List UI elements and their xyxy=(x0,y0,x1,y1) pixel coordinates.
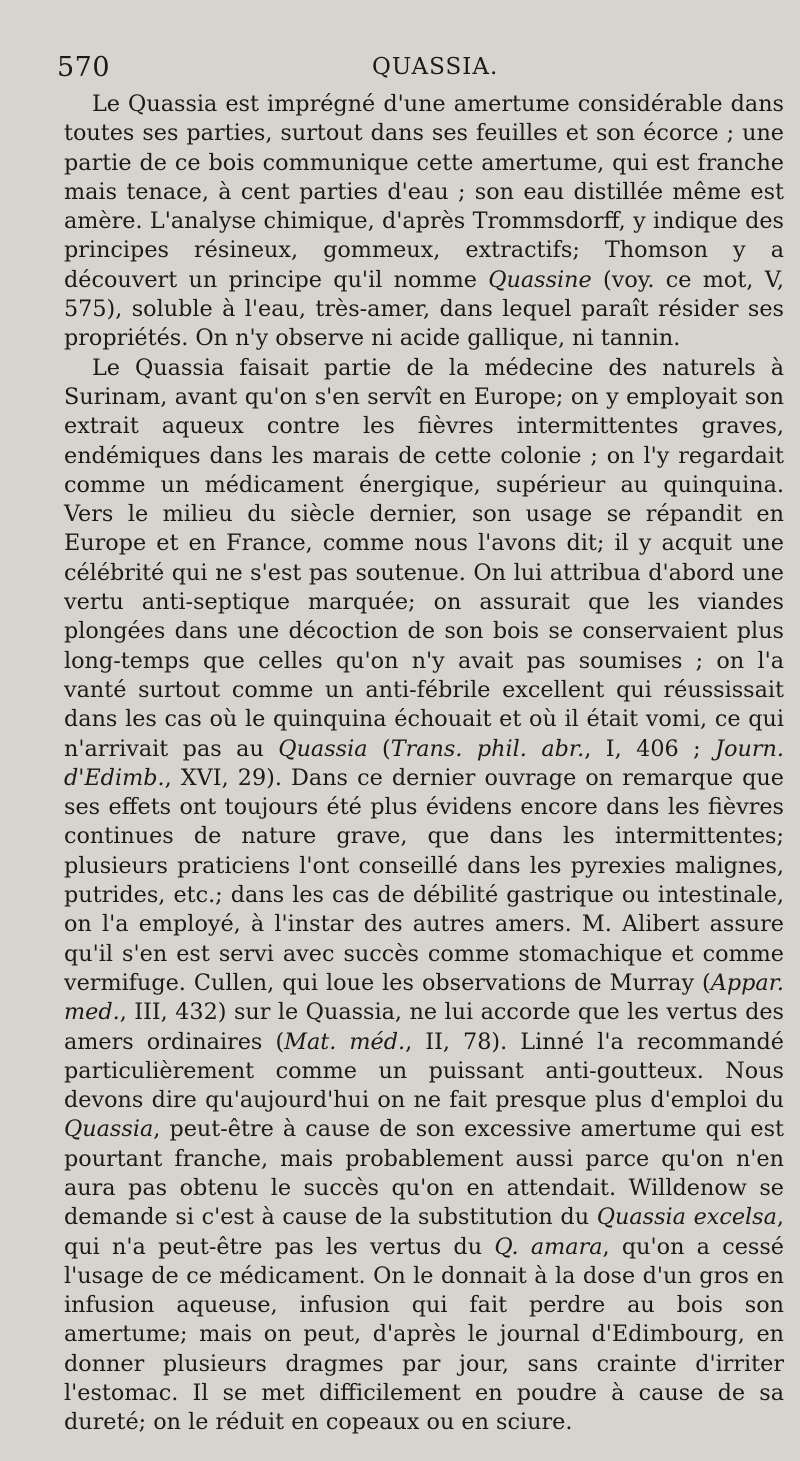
italic-reference: Q. amara xyxy=(494,1233,603,1260)
text-segment: , qu'on a cessé l'usage de ce médicament. On le donnait à la dose d'un gros en infusion aqueuse, infusion qui fait perdre au bois son amertume; mais on peut, d'après le journal d'Edimbourg, en donner plusieurs dragmes par jour, sans crainte d'irriter l'estomac. Il se met difficilement en poudre à cause de sa dureté; on le réduit en copeaux ou en sciure. xyxy=(64,1233,784,1436)
italic-reference: Quassia xyxy=(64,1116,154,1143)
paragraph-2 xyxy=(64,354,784,1438)
text-segment: , qui n'a peut-être pas les vertus du xyxy=(64,1204,784,1260)
paragraph-1 xyxy=(64,90,784,354)
text-segment: , peut-être à cause de son excessive amertume qui est pourtant franche, mais probablement aussi parce qu'on n'en aura pas obtenu le succès qu'on en attendait. Willdenow se demande si c'est à cause de la substitution du xyxy=(64,1116,784,1231)
text-segment: , II, 78). Linné l'a recommandé particulièrement comme un puissant anti-goutteux. Nous devons dire qu'aujourd'hui on ne fait presque plus d'emploi du xyxy=(64,1028,784,1114)
italic-reference: Journ. d'Edimb. xyxy=(64,735,784,791)
italic-reference: Mat. méd. xyxy=(284,1028,406,1055)
text-segment: (voy. ce mot, V, 575), soluble à l'eau, très-amer, dans lequel paraît résider ses propriétés. On n'y observe ni acide gallique, ni tannin. xyxy=(64,266,784,352)
text-segment: , III, 432) sur le Quassia, ne lui accorde que les vertus des amers ordinaires ( xyxy=(64,999,784,1055)
italic-reference: Quassia excelsa xyxy=(596,1204,777,1231)
running-head: QUASSIA. xyxy=(372,54,499,80)
page-header xyxy=(0,50,800,86)
italic-reference: Trans. phil. abr. xyxy=(390,735,585,762)
body-text xyxy=(64,90,784,1438)
page-number: 570 xyxy=(57,52,111,83)
text-segment: ( xyxy=(367,735,391,762)
text-segment: , I, 406 ; xyxy=(584,735,716,762)
text-segment: Le Quassia faisait partie de la médecine des naturels à Surinam, avant qu'on s'en servît en Europe; on y employait son extrait aqueux contre les fièvres intermittentes graves, endémiques dans les marais de cette colonie ; on l'y regardait comme un médicament énergique, supérieur au quinquina. Vers le milieu du siècle dernier, son usage se répandit en Europe et en France, comme nous l'avons dit; il y acquit une célébrité qui ne s'est pas soutenue. On lui attribua d'abord une vertu anti-septique marquée; on assurait que les viandes plongées dans une décoction de son bois se conservaient plus long-temps que celles qu'on n'y avait pas soumises ; on l'a vanté surtout comme un anti-fébrile excellent qui réussissait dans les cas où le quinquina échouait et où il était vomi, ce qui n'arrivait pas au xyxy=(64,354,784,762)
text-segment: Le Quassia est imprégné d'une amertume considérable dans toutes ses parties, surtout dans ses feuilles et son écorce ; une partie de ce bois communique cette amertume, qui est franche mais tenace, à cent parties d'eau ; son eau distillée même est amère. L'analyse chimique, d'après Trommsdorff, y indique des principes résineux, gommeux, extractifs; Thomson y a découvert un principe qu'il nomme xyxy=(64,91,784,293)
text-segment: , XVI, 29). Dans ce dernier ouvrage on remarque que ses effets ont toujours été plus évidens encore dans les fièvres continues de nature grave, que dans les intermittentes; plusieurs praticiens l'ont conseillé dans les pyrexies malignes, putrides, etc.; dans les cas de débilité gastrique ou intestinale, on l'a employé, à l'instar des autres amers. M. Alibert assure qu'il s'en est servi avec succès comme stomachique et comme vermifuge. Cullen, qui loue les observations de Murray ( xyxy=(64,764,784,996)
italic-reference: Quassine xyxy=(488,266,592,293)
italic-reference: Appar. med. xyxy=(64,969,784,1026)
italic-reference: Quassia xyxy=(278,735,368,762)
